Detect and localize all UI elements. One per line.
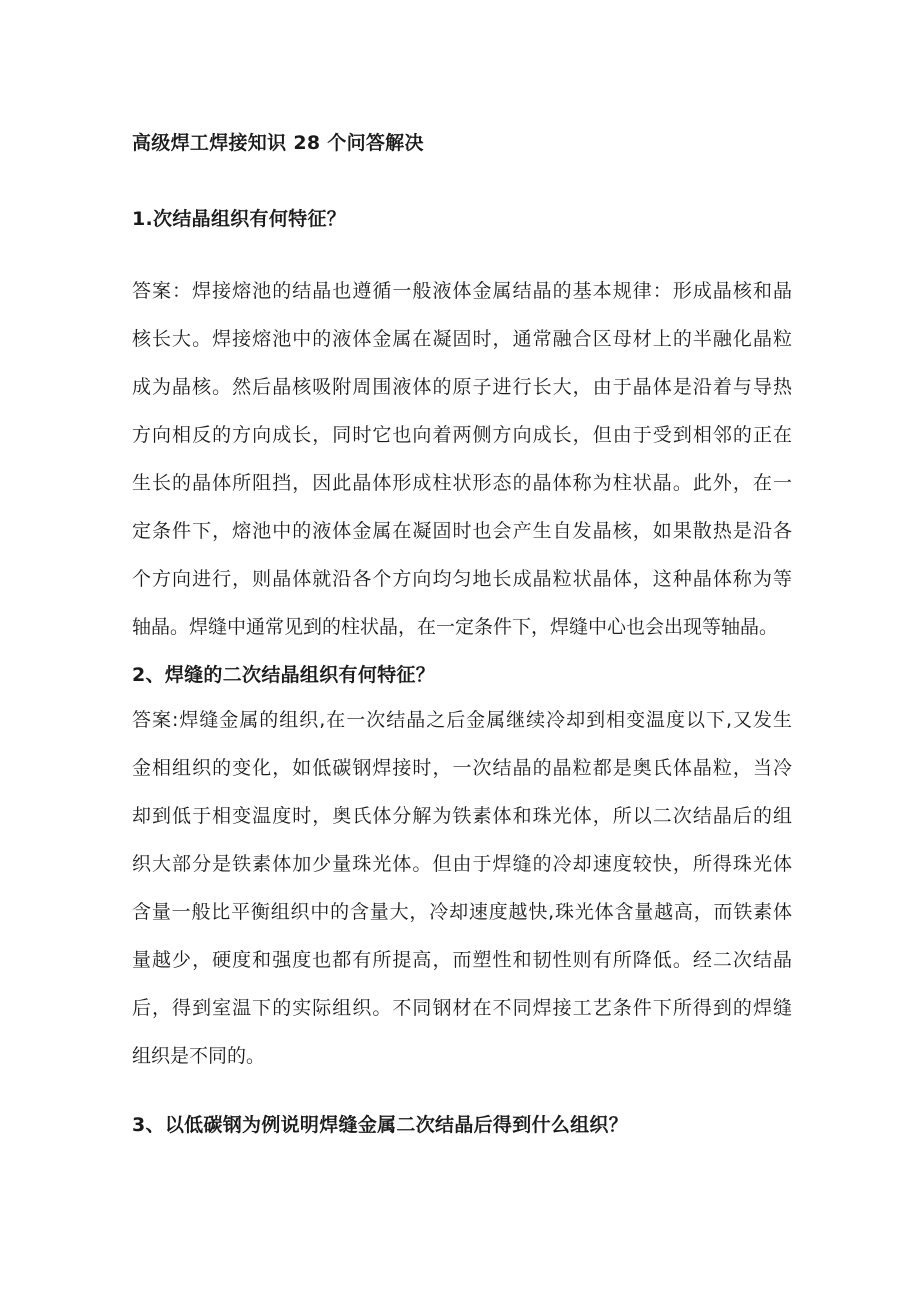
answer-2-line: 含量一般比平衡组织中的含量大，冷却速度越快,珠光体含量越高，而铁素体 [132,901,792,923]
answer-2 [132,696,792,1080]
answer-1-line: 核长大。焊接熔池中的液体金属在凝固时，通常融合区母材上的半融化晶粒 [132,328,792,350]
answer-1-line: 轴晶。焊缝中通常见到的柱状晶，在一定条件下，焊缝中心也会出现等轴晶。 [132,616,779,638]
answer-2-line: 金相组织的变化，如低碳钢焊接时，一次结晶的晶粒都是奥氏体晶粒，当冷 [132,757,792,779]
answer-2-line: 却到低于相变温度时，奥氏体分解为铁素体和珠光体，所以二次结晶后的组 [132,805,792,827]
answer-2-line: 答案:焊缝金属的组织,在一次结晶之后金属继续冷却到相变温度以下,又发生 [132,709,792,731]
question-2-heading: 2、焊缝的二次结晶组织有何特征？ [132,664,436,686]
answer-2-line: 后，得到室温下的实际组织。不同钢材在不同焊接工艺条件下所得到的焊缝 [132,997,792,1019]
question-1-heading: 1.次结晶组织有何特征？ [132,208,347,230]
answer-1-line: 个方向进行，则晶体就沿各个方向均匀地长成晶粒状晶体，这种晶体称为等 [132,568,792,590]
answer-1-line: 生长的晶体所阻挡，因此晶体形成柱状形态的晶体称为柱状晶。此外，在一 [132,472,792,494]
question-3-heading: 3、以低碳钢为例说明焊缝金属二次结晶后得到什么组织？ [132,1114,629,1136]
answer-2-line: 织大部分是铁素体加少量珠光体。但由于焊缝的冷却速度较快，所得珠光体 [132,853,792,875]
answer-1-line: 成为晶核。然后晶核吸附周围液体的原子进行长大，由于晶体是沿着与导热 [132,376,792,398]
answer-1 [132,267,792,651]
answer-1-line: 定条件下，熔池中的液体金属在凝固时也会产生自发晶核，如果散热是沿各 [132,520,792,542]
answer-1-line: 方向相反的方向成长，同时它也向着两侧方向成长，但由于受到相邻的正在 [132,424,792,446]
document-title: 高级焊工焊接知识 28 个问答解决 [132,132,424,154]
answer-1-line: 答案：焊接熔池的结晶也遵循一般液体金属结晶的基本规律：形成晶核和晶 [132,280,792,302]
answer-2-line: 组织是不同的。 [132,1045,266,1067]
answer-2-line: 量越少，硬度和强度也都有所提高，而塑性和韧性则有所降低。经二次结晶 [132,949,792,971]
